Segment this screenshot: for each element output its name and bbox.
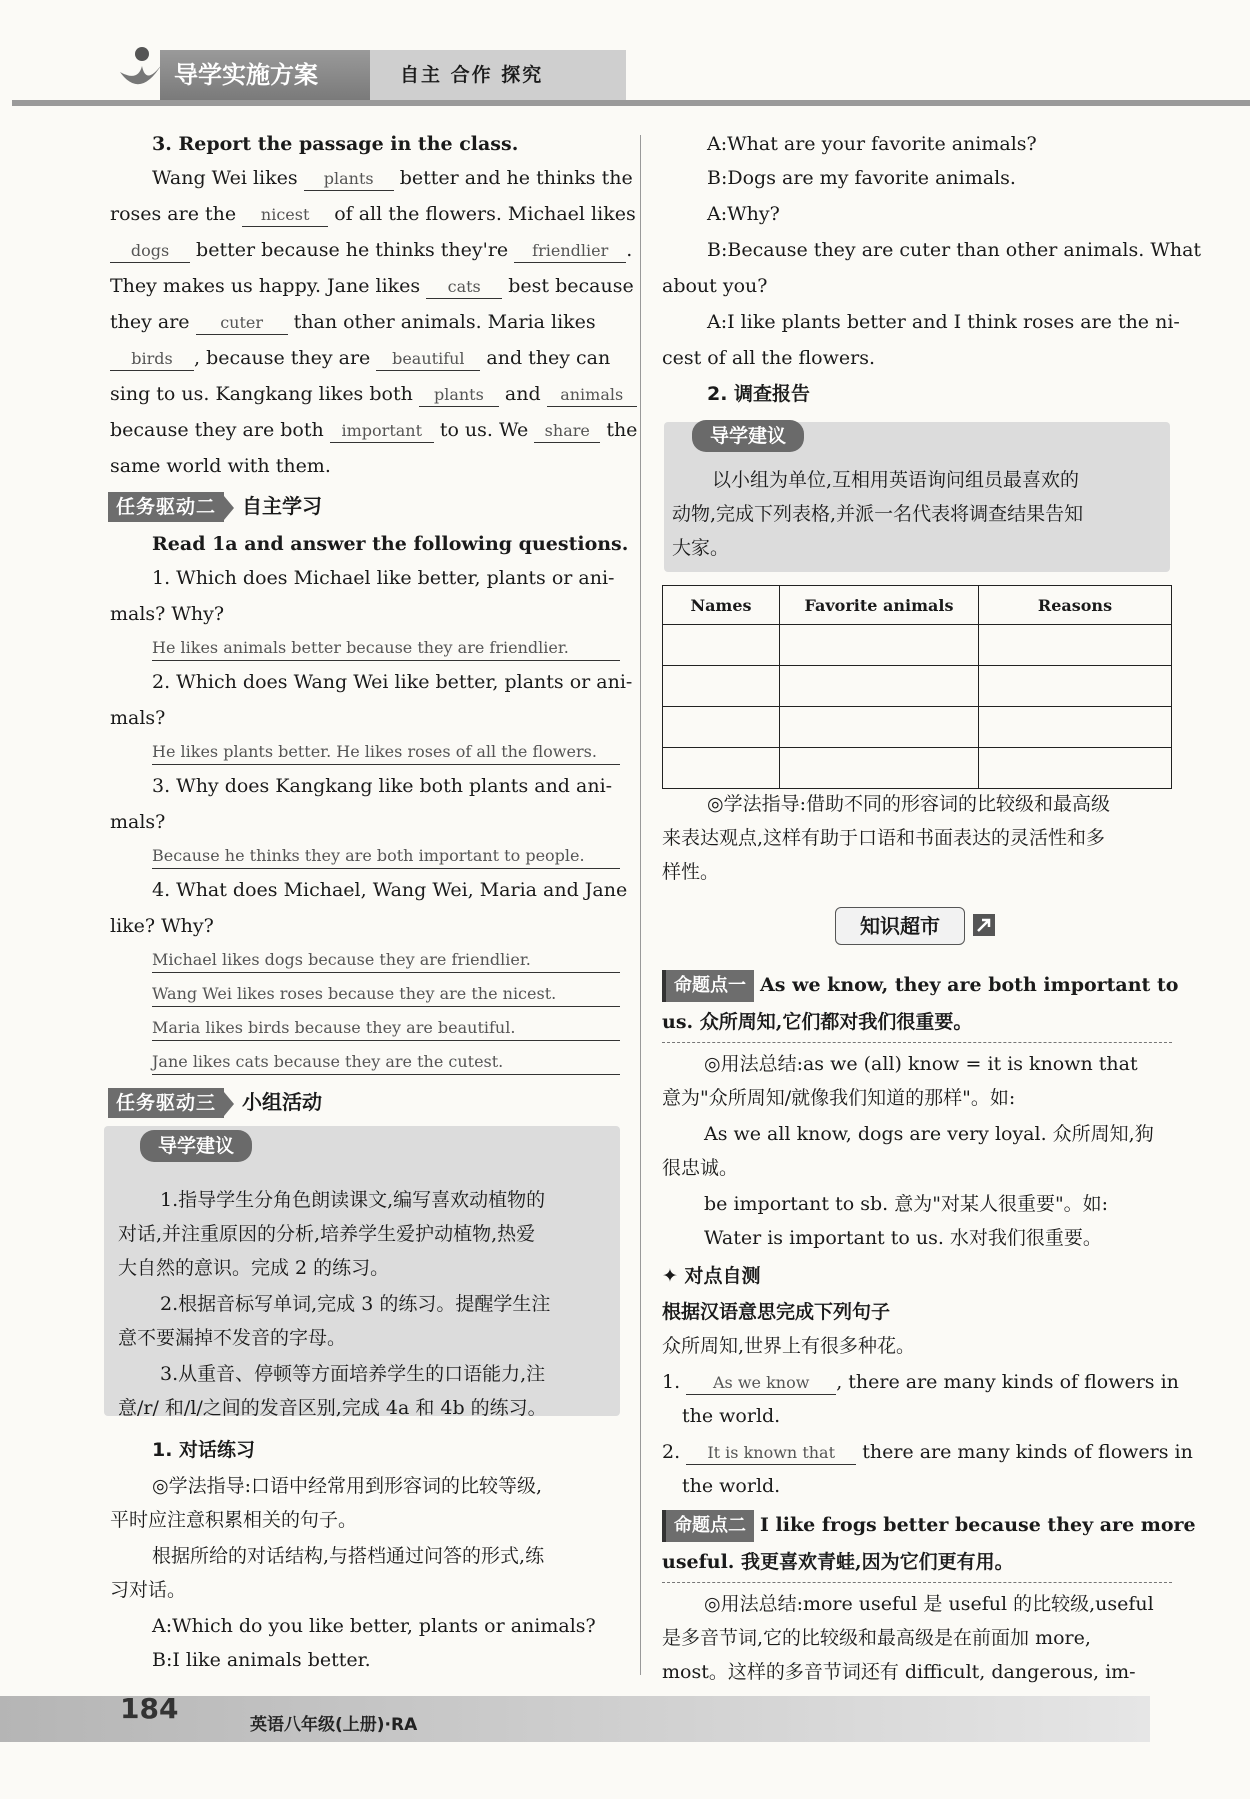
report-line-8: [110, 416, 638, 444]
kp1-tag: 命题点一: [662, 970, 754, 1002]
kp1-sentence-cont: us. 众所周知,它们都对我们很重要。: [662, 1011, 973, 1033]
text: sing to us. Kangkang likes both: [110, 383, 413, 405]
book-title: 英语八年级(上册)·RA: [250, 1715, 418, 1735]
dialogue-instruction-cont: 习对话。: [110, 1579, 187, 1601]
blank-answer: cats: [426, 276, 502, 299]
survey-title: 2. 调查报告: [707, 383, 811, 405]
task3-heading: [108, 1088, 620, 1118]
header-tags: 自主 合作 探究: [370, 50, 626, 100]
table-header-row: [663, 586, 1172, 625]
table-header: Names: [663, 586, 780, 625]
table-cell[interactable]: [663, 707, 780, 748]
text: better because he thinks they're: [196, 239, 509, 261]
table-header: Favorite animals: [780, 586, 979, 625]
method-tip-cont: 来表达观点,这样有助于口语和书面表达的灵活性和多: [662, 827, 1106, 849]
question-1: 1. Which does Michael like better, plants or ani-: [152, 567, 615, 589]
kp2-sentence: I like frogs better because they are more: [760, 1514, 1196, 1536]
text: best because: [508, 275, 634, 297]
kp2-sentence-cont: useful. 我更喜欢青蛙,因为它们更有用。: [662, 1551, 1014, 1573]
guide-tag: 导学建议: [692, 420, 804, 452]
guide-line: 对话,并注重原因的分析,培养学生爱护动植物,热爱: [118, 1223, 536, 1245]
report-line-7: [110, 380, 624, 408]
usage-summary-cont: most。这样的多音节词还有 difficult, dangerous, im-: [662, 1661, 1136, 1683]
text: , because they are: [194, 347, 371, 369]
kp1-sentence: As we know, they are both important to: [760, 974, 1179, 996]
table-cell[interactable]: [780, 748, 979, 789]
task2-heading: [108, 492, 620, 522]
answer-4-line-2: Wang Wei likes roses because they are the nicest.: [152, 982, 620, 1007]
self-test-title: 根据汉语意思完成下列句子: [662, 1301, 891, 1323]
item-number: 1.: [662, 1371, 681, 1393]
self-test-tag: ✦ 对点自测: [662, 1265, 761, 1287]
method-tip-cont: 样性。: [662, 861, 720, 883]
text: They makes us happy. Jane likes: [110, 275, 421, 297]
text: , there are many kinds of flowers in: [836, 1371, 1179, 1393]
text: than other animals. Maria likes: [293, 311, 596, 333]
dashed-divider: [662, 1582, 1172, 1583]
text: the: [606, 419, 638, 441]
table-cell[interactable]: [979, 707, 1172, 748]
question-4: 4. What does Michael, Wang Wei, Maria and Jane: [152, 879, 628, 901]
text: there are many kinds of flowers in: [862, 1441, 1193, 1463]
arrow-icon: [224, 496, 234, 520]
dialogue-line-cont: about you?: [662, 275, 768, 297]
blank-answer: friendlier: [514, 240, 626, 263]
report-line-6: [110, 344, 620, 372]
guide-line: 大自然的意识。完成 2 的练习。: [118, 1257, 390, 1279]
table-cell[interactable]: [663, 625, 780, 666]
kp1-heading: [662, 970, 1179, 1002]
usage-summary-cont: 意为"众所周知/就像我们知道的那样"。如:: [662, 1087, 1016, 1109]
page-header: [12, 50, 622, 102]
text: to us. We: [439, 419, 529, 441]
question-2: 2. Which does Wang Wei like better, plants or ani-: [152, 671, 633, 693]
test-item-2: [662, 1438, 1193, 1466]
survey-table: [662, 585, 1172, 789]
guide-line: 大家。: [672, 537, 730, 559]
dialogue-line: A:I like plants better and I think roses are the ni-: [707, 311, 1180, 333]
blank-answer: share: [534, 420, 600, 443]
blank-answer: cuter: [196, 312, 288, 335]
dialogue-instruction: 根据所给的对话结构,与搭档通过问答的形式,练: [152, 1545, 545, 1567]
report-line-9: same world with them.: [110, 455, 331, 477]
answer-4-line-1: Michael likes dogs because they are friendlier.: [152, 948, 620, 973]
blank-answer: plants: [304, 168, 394, 191]
table-header: Reasons: [979, 586, 1172, 625]
kp2-tag: 命题点二: [662, 1510, 754, 1542]
text: better and he thinks the: [399, 167, 633, 189]
question-2-cont: mals?: [110, 707, 166, 729]
text: .: [626, 239, 633, 261]
table-row: [663, 707, 1172, 748]
dialogue-line-cont: cest of all the flowers.: [662, 347, 875, 369]
text: because they are both: [110, 419, 324, 441]
question-3-cont: mals?: [110, 811, 166, 833]
guide-line: 3.从重音、停顿等方面培养学生的口语能力,注: [160, 1363, 546, 1385]
guide-line: 意/r/ 和/l/之间的发音区别,完成 4a 和 4b 的练习。: [118, 1397, 547, 1419]
guide-tag: 导学建议: [140, 1130, 252, 1162]
task3-title: 小组活动: [242, 1090, 323, 1114]
item-number: 2.: [662, 1441, 681, 1463]
report-line-1: [152, 164, 633, 192]
usage-summary: ◎用法总结:more useful 是 useful 的比较级,useful: [704, 1593, 1154, 1615]
text: roses are the: [110, 203, 237, 225]
page-number: 184: [120, 1692, 179, 1725]
text: and: [504, 383, 541, 405]
dialogue-title: 1. 对话练习: [152, 1439, 256, 1461]
answer-3: Because he thinks they are both important to people.: [152, 844, 620, 869]
knowledge-market-title: [835, 907, 965, 945]
text: of all the flowers. Michael likes: [334, 203, 636, 225]
text: Wang Wei likes: [152, 167, 298, 189]
blank-answer: birds: [110, 348, 194, 371]
knowledge-market-label: 知识超市: [860, 914, 940, 938]
table-row: [663, 748, 1172, 789]
right-column-lower: [662, 970, 1196, 1690]
guide-line: 意不要漏掉不发音的字母。: [118, 1327, 347, 1349]
dialogue-line: B:I like animals better.: [152, 1649, 371, 1671]
guide-line: 以小组为单位,互相用英语询问组员最喜欢的: [712, 469, 1080, 491]
example: As we all know, dogs are very loyal. 众所周知,狗: [704, 1123, 1154, 1145]
text: they are: [110, 311, 190, 333]
blank-answer: plants: [419, 384, 499, 407]
self-test-prompt: 众所周知,世界上有很多种花。: [662, 1335, 916, 1357]
task3-tag: 任务驱动三: [108, 1088, 224, 1118]
report-line-4: [110, 272, 634, 300]
column-divider: [640, 135, 641, 1675]
blank-answer: dogs: [110, 240, 190, 263]
guide-line: 动物,完成下列表格,并派一名代表将调查结果告知: [672, 503, 1084, 525]
answer-4-line-4: Jane likes cats because they are the cutest.: [152, 1050, 620, 1075]
table-row: [663, 625, 1172, 666]
test-item-1: [662, 1368, 1179, 1396]
blank-answer: It is known that: [686, 1442, 856, 1465]
dashed-divider: [662, 1042, 1172, 1043]
test-item-1-cont: the world.: [682, 1405, 781, 1427]
blank-answer: important: [330, 420, 434, 443]
report-line-3: [110, 236, 633, 264]
table-cell[interactable]: [979, 666, 1172, 707]
header-title: 导学实施方案: [160, 50, 370, 100]
page-footer: [0, 1690, 1250, 1750]
usage-summary: be important to sb. 意为"对某人很重要"。如:: [704, 1193, 1109, 1215]
left-column: [110, 130, 638, 1690]
test-item-2-cont: the world.: [682, 1475, 781, 1497]
task2-title: 自主学习: [242, 494, 323, 518]
usage-summary: ◎用法总结:as we (all) know = it is known that: [704, 1053, 1138, 1075]
table-cell[interactable]: [979, 748, 1172, 789]
blank-answer: nicest: [242, 204, 328, 227]
report-line-5: [110, 308, 620, 336]
method-tip: ◎学法指导:借助不同的形容词的比较级和最高级: [707, 793, 1110, 815]
table-row: [663, 666, 1172, 707]
blank-answer: animals: [547, 384, 637, 407]
dialogue-line: B:Because they are cuter than other animals. What: [707, 239, 1202, 261]
example-cont: 很忠诚。: [662, 1157, 739, 1179]
example: Water is important to us. 水对我们很重要。: [704, 1227, 1102, 1249]
arrow-box-icon: [972, 913, 996, 937]
kp2-heading: [662, 1510, 1196, 1542]
dialogue-line: A:Why?: [707, 203, 780, 225]
report-line-2: [110, 200, 636, 228]
usage-summary-cont: 是多音节词,它的比较级和最高级是在前面加 more,: [662, 1627, 1091, 1649]
blank-answer: beautiful: [376, 348, 480, 371]
dialogue-line: B:Dogs are my favorite animals.: [707, 167, 1016, 189]
table-cell[interactable]: [663, 666, 780, 707]
method-tip-cont: 平时应注意积累相关的句子。: [110, 1509, 358, 1531]
guide-heading: [140, 1130, 620, 1162]
guide-heading: [692, 420, 1174, 452]
task2-tag: 任务驱动二: [108, 492, 224, 522]
dialogue-line: A:Which do you like better, plants or animals?: [152, 1615, 596, 1637]
table-cell[interactable]: [979, 625, 1172, 666]
method-tip: ◎学法指导:口语中经常用到形容词的比较等级,: [152, 1475, 543, 1497]
guide-line: 1.指导学生分角色朗读课文,编写喜欢动植物的: [160, 1189, 546, 1211]
answer-2: He likes plants better. He likes roses of all the flowers.: [152, 740, 620, 765]
arrow-icon: [224, 1092, 234, 1116]
guide-line: 2.根据音标写单词,完成 3 的练习。提醒学生注: [160, 1293, 551, 1315]
table-cell[interactable]: [780, 666, 979, 707]
read-title: Read 1a and answer the following questions.: [152, 533, 629, 555]
answer-1: He likes animals better because they are friendlier.: [152, 636, 620, 661]
table-cell[interactable]: [663, 748, 780, 789]
blank-answer: As we know: [686, 1372, 836, 1395]
question-3: 3. Why does Kangkang like both plants and ani-: [152, 775, 613, 797]
dialogue-line: A:What are your favorite animals?: [707, 133, 1037, 155]
text: and they can: [486, 347, 611, 369]
header-band: [12, 100, 1250, 106]
question-1-cont: mals? Why?: [110, 603, 225, 625]
question-4-cont: like? Why?: [110, 915, 214, 937]
answer-4-line-3: Maria likes birds because they are beautiful.: [152, 1016, 620, 1041]
section3-title: 3. Report the passage in the class.: [152, 133, 519, 155]
table-cell[interactable]: [780, 625, 979, 666]
table-cell[interactable]: [780, 707, 979, 748]
